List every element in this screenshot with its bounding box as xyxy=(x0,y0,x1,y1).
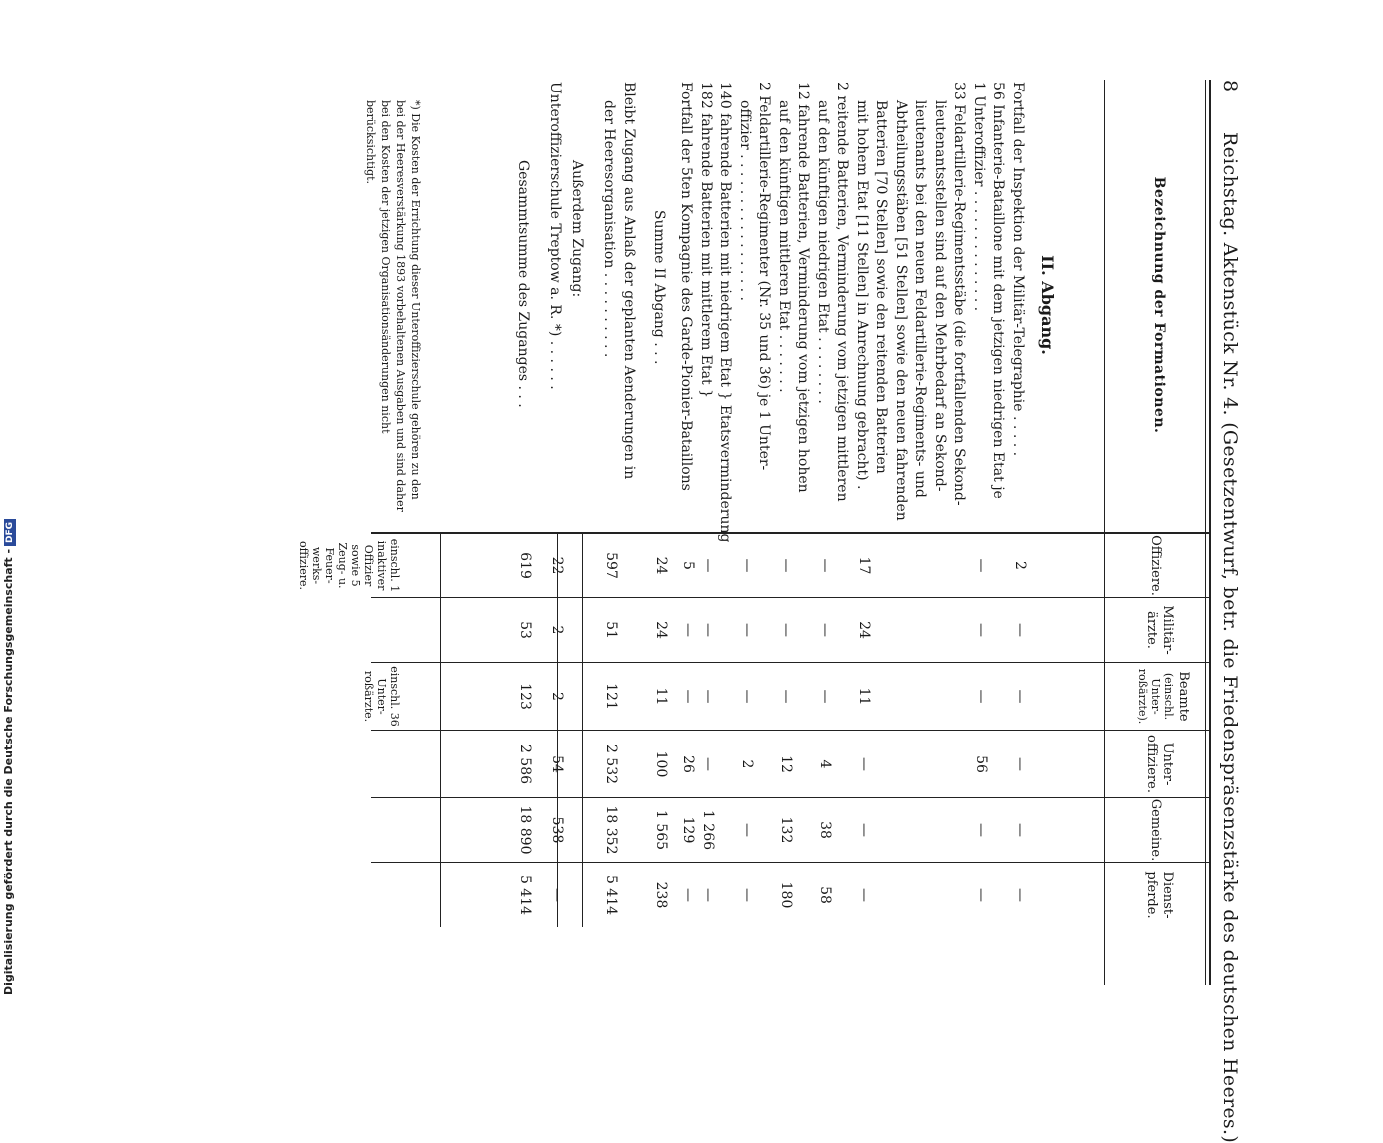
gesammt-cell: 123 xyxy=(517,683,534,710)
table-row-cell: — xyxy=(817,623,833,637)
bleibt-cell: 121 xyxy=(603,683,620,710)
sum-abgang-cell: 24 xyxy=(653,621,669,639)
col-header-unteroffiziere: Unter-offiziere. xyxy=(1144,735,1175,793)
table-row-cell: — xyxy=(1012,757,1028,771)
table-row-cell: — xyxy=(739,888,755,902)
table-row-label: lieutenants bei den neuen Feldartillerie-Regiments- und xyxy=(912,100,929,498)
digitization-credit: Digitalisierung gefördert durch die Deutsche Forschungsgemeinschaft -DFG xyxy=(2,519,16,995)
gesammt-cell: 619 xyxy=(517,552,534,579)
table-row-cell: 180 xyxy=(778,881,794,909)
table-row-cell: — xyxy=(973,888,989,902)
footnote: *) Die Kosten der Errichtung dieser Unteroffizierschule gehören zu den bei der Heeresverstärkung 1893 vorbehaltenen Ausgaben und sind daher bei den Kosten der jetzigen Organisationsänderungen nicht berücksichtigt. xyxy=(364,100,422,512)
page-number: 8 xyxy=(1219,80,1241,93)
table-row-cell: — xyxy=(856,757,872,771)
unteroffizierschule-cell: 538 xyxy=(549,816,566,844)
unteroffizierschule-cell: 2 xyxy=(549,625,566,635)
table-row-cell: — xyxy=(778,689,794,704)
table-row-cell: 132 xyxy=(778,816,794,844)
sum-abgang-cell: 238 xyxy=(653,881,669,909)
table-row-cell: 38 xyxy=(817,821,833,839)
sum-abgang-cell: 1 565 xyxy=(653,809,669,851)
table-row-label: Fortfall der Inspektion der Militär-Telegraphie . . . . . xyxy=(1010,82,1026,457)
bleibt-cell: 51 xyxy=(603,621,620,639)
sum-abgang-cell: 24 xyxy=(653,556,669,575)
table-row-cell: 2 xyxy=(739,759,755,769)
table-row-label: 2 reitende Batterien, Verminderung vom jetzigen mittleren xyxy=(834,82,851,502)
col-header-offiziere: Offiziere. xyxy=(1148,535,1163,596)
bleibt-cell: 597 xyxy=(603,552,620,579)
table-row-cell: — xyxy=(739,823,755,837)
col-header-militaeraerzte: Militär-ärzte. xyxy=(1144,605,1175,655)
table-row-label: 182 fahrende Batterien mit mittlerem Etat } xyxy=(698,82,714,398)
table-row-cell: — xyxy=(778,623,794,637)
table-row-cell: — xyxy=(700,689,716,704)
table-row-cell: — xyxy=(973,823,989,837)
table-row-cell: 11 xyxy=(856,687,872,706)
table-row-cell: — xyxy=(1012,623,1028,637)
table-row-cell: 56 xyxy=(973,755,989,773)
unteroffizierschule-cell: 22 xyxy=(549,556,566,575)
formation-column-header: Bezeichnung der Formationen. xyxy=(1151,176,1167,434)
table-row-cell: — xyxy=(1012,823,1028,837)
table-row-cell: — xyxy=(1012,689,1028,704)
table-row-cell: — xyxy=(856,888,872,902)
table-row-label: lieutenantsstellen sind auf den Mehrbedarf an Sekond- xyxy=(932,100,948,492)
dfg-logo: DFG xyxy=(4,519,16,546)
note-offiziere: einschl. 1 inaktiver Offizier sowie 5 Zeug- u. Feuer-werks-offiziere. xyxy=(297,538,401,593)
gesammt-cell: 18 890 xyxy=(517,805,534,855)
bleibt-cell: 5 414 xyxy=(603,874,620,916)
table-row-label: 12 fahrende Batterien, Verminderung vom jetzigen hohen xyxy=(795,82,812,493)
table-row-label: offizier . . . . . . . . . . . . . . . . . xyxy=(737,100,753,301)
table-row-cell: 4 xyxy=(817,759,833,769)
table-row-cell: 26 xyxy=(680,755,697,773)
bleibt-label-1: Bleibt Zugang aus Anlaß der geplanten Aenderungen in xyxy=(621,82,637,480)
table-row-cell: — xyxy=(739,689,755,704)
table-row-label: auf den künftigen niedrigen Etat . . . . . . . . xyxy=(815,100,831,404)
table-row-cell: — xyxy=(700,888,716,902)
table-row-cell: — xyxy=(973,623,989,637)
unteroffizierschule-cell: 54 xyxy=(549,755,566,773)
bleibt-label-2: der Heeresorganisation . . . . . . . . . . xyxy=(601,100,618,358)
table-row-cell: — xyxy=(856,823,872,837)
table-row-cell: — xyxy=(817,689,833,704)
note-beamte: einschl. 36 Unter-roßärzte. xyxy=(362,666,401,727)
table-row-label: 56 Infanterie-Bataillone mit dem jetzigen niedrigen Etat je xyxy=(990,82,1007,499)
table-row-cell: 12 xyxy=(778,755,794,773)
table-row-label: Abtheilungsstäben [51 Stellen] sowie den neuen fahrenden xyxy=(893,100,909,521)
gesammt-cell: 2 586 xyxy=(517,743,534,785)
unteroffizierschule-cell: — xyxy=(549,888,566,902)
bleibt-cell: 18 352 xyxy=(603,805,620,855)
gesammt-cell: 53 xyxy=(517,621,534,639)
table-row-label: auf den künftigen mittleren Etat . . . . . . . xyxy=(776,100,792,393)
table-row-label: Fortfall der 5ten Kompagnie des Garde-Pionier-Bataillons xyxy=(678,82,695,491)
table-row-label: 1 Unteroffizier . . . . . . . . . . . . . . xyxy=(971,82,987,312)
table-row-cell: 58 xyxy=(817,886,833,904)
page-title: Reichstag. Aktenstück Nr. 4. (Gesetzentwurf, betr. die Friedenspräsenzstärke des deutschen Heeres.) xyxy=(1219,132,1241,1143)
col-header-dienstpferde: Dienst-pferde. xyxy=(1144,871,1175,919)
table-row-cell: 2 xyxy=(1012,561,1028,570)
table-row-cell: — xyxy=(1012,888,1028,902)
bleibt-cell: 2 532 xyxy=(603,743,620,785)
table-row-label: 33 Feldartillerie-Regimentsstäbe (die fortfallenden Sekond- xyxy=(951,82,968,506)
table-row-cell: — xyxy=(680,623,697,637)
sum-abgang-cell: 100 xyxy=(653,750,669,778)
table-row-cell: — xyxy=(973,558,989,573)
table-row-cell: — xyxy=(700,558,716,573)
table-row-cell: — xyxy=(778,558,794,573)
gesammt-label: Gesammtsumme des Zuganges . . . xyxy=(515,160,532,408)
table-row-label: 140 fahrende Batterien mit niedrigem Etat } Etatsverminderung xyxy=(717,82,734,543)
ausserdem-label: Außerdem Zugang: xyxy=(569,160,586,298)
table-row-cell: — xyxy=(680,689,697,704)
table-row-label: Batterien [70 Stellen] sowie den reitenden Batterien xyxy=(873,100,890,474)
table-row-cell: — xyxy=(817,558,833,573)
table-row-label: mit hohem Etat [11 Stellen] in Anrechnung gebracht) . xyxy=(854,100,870,490)
unteroffizierschule-label: Unteroffizierschule Treptow a. R. *) . . . . . . xyxy=(547,82,564,390)
table-row-cell: — xyxy=(739,623,755,637)
sum-abgang-cell: 11 xyxy=(653,687,669,706)
table-row-cell: — xyxy=(700,623,716,637)
sum-abgang-label: Summe II Abgang . . . xyxy=(651,210,667,365)
unteroffizierschule-cell: 2 xyxy=(549,692,566,701)
table-row-cell: — xyxy=(680,888,697,902)
table-row-cell: 1 266 xyxy=(700,809,716,851)
section-title: II. Abgang. xyxy=(1038,255,1057,355)
table-row-cell: 17 xyxy=(856,556,872,575)
gesammt-cell: 5 414 xyxy=(517,874,534,916)
table-row-cell: 24 xyxy=(856,621,872,639)
col-header-beamte: Beamte (einschl. Unter-roßärzte). xyxy=(1136,668,1191,725)
table-row-label: 2 Feldartillerie-Regimenter (Nr. 35 und 36) je 1 Unter- xyxy=(756,82,773,471)
table-row-cell: — xyxy=(973,689,989,704)
table-row-cell: 129 xyxy=(680,816,697,844)
table-row-cell: — xyxy=(739,558,755,573)
table-row-cell: — xyxy=(700,757,716,771)
col-header-gemeine: Gemeine. xyxy=(1148,798,1163,862)
table-row-cell: 5 xyxy=(680,561,697,570)
